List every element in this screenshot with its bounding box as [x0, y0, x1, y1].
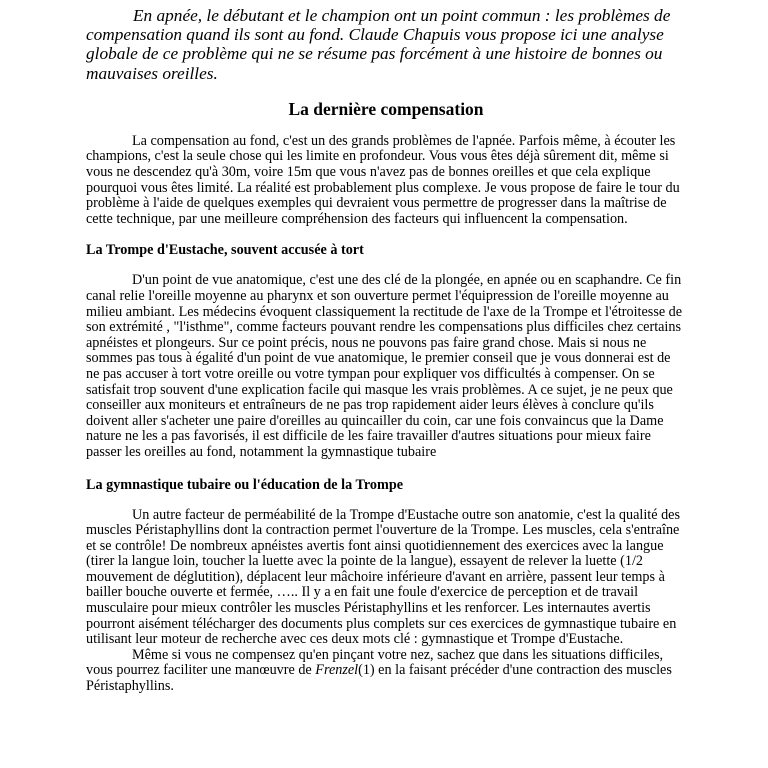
paragraph-trompe: D'un point de vue anatomique, c'est une des clé de la plongée, en apnée ou en scaphandre. Ce fin canal relie l'oreille moyenne au pharynx et son ouverture permet l'équipression de l'oreille moyenne au milieu ambiant. Les médecins évoquent classiquement la rectitude de l'axe de la Trompe et l'étroitesse de son extrémité , "l'isthme", comme facteurs pouvant rendre les compensations plus difficiles chez certains apnéistes et plongeurs. Sur ce point précis, nous ne pouvons pas faire grand chose. Mais si nous ne sommes pas tous à égalité d'un point de vue anatomique, le premier conseil que je vous donnerai est de ne pas accuser à tort votre oreille ou votre tympan pour expliquer vos difficultés à compenser. On se satisfait trop souvent d'une explication facile qui masque les vrais problèmes. A ce sujet, je ne peux que conseiller aux moniteurs et entraîneurs de ne pas trop rapidement aider leurs élèves à conclure qu'ils doivent aller s'acheter une paire d'oreilles au quincailler du coin, car une fois convaincus que la Dame nature ne les a pas favorisés, il est difficile de les faire travailler d'autres situations pour mieux faire passer les oreilles au fond, notamment la gymnastique tubaire	[86, 272, 683, 460]
paragraph-frenzel-after: (1) en la faisant précéder d'une contraction des muscles Péristaphyllins.	[86, 662, 672, 695]
section-heading-trompe: La Trompe d'Eustache, souvent accusée à tort	[86, 242, 364, 259]
frenzel-term: Frenzel	[315, 662, 359, 679]
paragraph-frenzel-before: Même si vous ne compensez qu'en pinçant votre nez, sachez que dans les situations difficiles, vous pourrez faciliter une manœuvre de	[86, 646, 664, 679]
paragraph-gymnastique: Un autre facteur de perméabilité de la Trompe d'Eustache outre son anatomie, c'est la qualité des muscles Péristaphyllins dont la contraction permet l'ouverture de la Trompe. Les muscles, cela s'entraîne et se contrôle! De nombreux apnéistes avertis font ainsi quotidiennement des exercices avec la langue (tirer la langue loin, toucher la luette avec la pointe de la langue), essayent de relever la luette (1/2 mouvement de déglutition), déplacent leur mâchoire inférieure d'avant en arrière, passent leur temps à bailler bouche ouverte et fermée, ….. Il y a en fait une foule d'exercice de perception et de travail musculaire pour mieux contrôler les muscles Péristaphyllins et les renforcer. Les internautes avertis pourront aisément télécharger des documents plus complets sur ces exercices de gymnastique tubaire en utilisant leur moteur de recherche avec ces deux mots clé : gymnastique et Trompe d'Eustache.	[86, 506, 680, 648]
intro-paragraph: En apnée, le débutant et le champion ont un point commun : les problèmes de compensation quand ils sont au fond. Claude Chapuis vous propose ici une analyse globale de ce problème qui ne se résume pas forcément à une histoire de bonnes ou mauvaises oreilles.	[86, 6, 671, 83]
article-title: La dernière compensation	[288, 98, 484, 119]
section-heading-gymnastique: La gymnastique tubaire ou l'éducation de la Trompe	[86, 476, 404, 493]
paragraph-frenzel	[86, 648, 686, 695]
paragraph-intro-compensation: La compensation au fond, c'est un des grands problèmes de l'apnée. Parfois même, à écouter les champions, c'est la seule chose qui les limite en profondeur. Vous vous êtes déjà sûrement dit, même si vous ne descendez qu'à 30m, voire 15m que vous n'avez pas de bonnes oreilles et que cela explique pourquoi vous êtes limité. La réalité est probablement plus complexe. Je vous propose de faire le tour du problème à l'aide de quelques exemples qui devraient vous permettre de progresser dans la maîtrise de cette technique, par une meilleure compréhension des facteurs qui influencent la compensation.	[86, 132, 680, 227]
article	[86, 6, 686, 695]
